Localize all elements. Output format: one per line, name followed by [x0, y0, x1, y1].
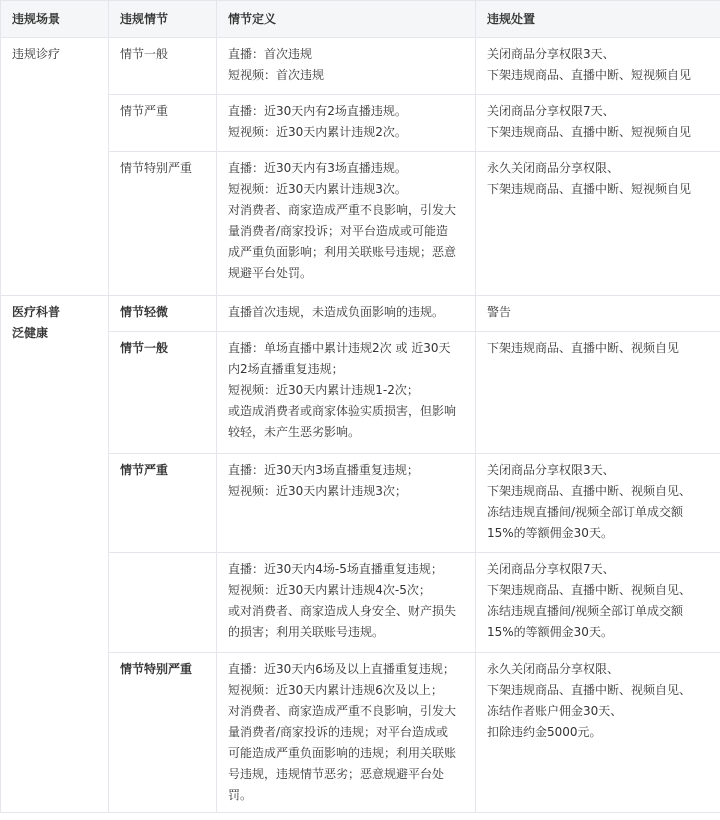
cell-line: 直播首次违规，未造成负面影响的违规。: [228, 305, 445, 319]
cell-line: 规避平台处罚。: [228, 266, 313, 280]
scenario-cell: [1, 296, 109, 813]
cell-line: 对消费者、商家造成严重不良影响，引发大: [228, 203, 457, 217]
cell-line: 量消费者/商家投诉的违规；对平台造成或: [228, 725, 449, 739]
disposal-cell: [476, 296, 720, 332]
cell-line: 直播：近30天内4场-5场直播重复违规；: [228, 562, 443, 576]
disposal-cell: [476, 332, 720, 454]
cell-line: 下架违规商品、直播中断、视频自见、: [487, 583, 692, 597]
cell-line: 短视频：近30天内累计违规3次。: [228, 182, 407, 196]
cell-line: 直播：近30天内3场直播重复违规；: [228, 463, 419, 477]
cell-line: 下架违规商品、直播中断、视频自见: [487, 341, 680, 355]
cell-line: 扣除违约金5000元。: [487, 725, 602, 739]
cell-line: 冻结违规直播间/视频全部订单成交额: [487, 505, 684, 519]
cell-line: 下架违规商品、直播中断、短视频自见: [487, 68, 692, 82]
level-cell: 情节严重: [109, 454, 217, 553]
header-definition: 情节定义: [217, 1, 476, 38]
header-disposal: 违规处置: [476, 1, 720, 38]
cell-line: 泛健康: [12, 326, 49, 340]
cell-line: 违规诊疗: [12, 47, 61, 61]
cell-line: 冻结违规直播间/视频全部订单成交额: [487, 604, 684, 618]
level-cell: 情节轻微: [109, 296, 217, 332]
cell-line: 关闭商品分享权限7天、: [487, 104, 615, 118]
cell-line: 直播：首次违规: [228, 47, 313, 61]
header-row: [1, 1, 720, 38]
cell-line: 成严重负面影响；利用关联账号违规；恶意: [228, 245, 457, 259]
cell-line: 的损害；利用关联账号违规。: [228, 625, 385, 639]
cell-line: 对消费者、商家造成严重不良影响，引发大: [228, 704, 457, 718]
cell-line: 短视频：近30天内累计违规2次。: [228, 125, 407, 139]
cell-line: 量消费者/商家投诉；对平台造成或可能造: [228, 224, 449, 238]
level-cell: 情节一般: [109, 38, 217, 95]
cell-line: 永久关闭商品分享权限、: [487, 161, 620, 175]
scenario-cell: [1, 38, 109, 296]
table-row: [1, 152, 720, 296]
table-row: [1, 553, 720, 653]
table-row: [1, 296, 720, 332]
cell-line: 短视频：近30天内累计违规1-2次；: [228, 383, 419, 397]
cell-line: 短视频：近30天内累计违规3次；: [228, 484, 407, 498]
disposal-cell: [476, 553, 720, 653]
cell-line: 较轻，未产生恶劣影响。: [228, 425, 361, 439]
cell-line: 直播：近30天内6场及以上直播重复违规；: [228, 662, 455, 676]
definition-cell: [217, 95, 476, 152]
cell-line: 关闭商品分享权限7天、: [487, 562, 615, 576]
cell-line: 内2场直播重复违规；: [228, 362, 344, 376]
definition-cell: [217, 296, 476, 332]
cell-line: 或对消费者、商家造成人身安全、财产损失: [228, 604, 457, 618]
cell-line: 可能造成严重负面影响的违规；利用关联账: [228, 746, 457, 760]
level-cell: 情节特别严重: [109, 152, 217, 296]
disposal-cell: [476, 454, 720, 553]
level-cell: [109, 553, 217, 653]
header-scenario: 违规场景: [1, 1, 109, 38]
definition-cell: [217, 38, 476, 95]
cell-line: 直播：近30天内有2场直播违规。: [228, 104, 407, 118]
cell-line: 永久关闭商品分享权限、: [487, 662, 620, 676]
table-row: [1, 454, 720, 553]
disposal-cell: [476, 95, 720, 152]
cell-line: 医疗科普: [12, 305, 61, 319]
definition-cell: [217, 332, 476, 454]
cell-line: 罚。: [228, 788, 253, 802]
definition-cell: [217, 653, 476, 813]
disposal-cell: [476, 38, 720, 95]
definition-cell: [217, 454, 476, 553]
table-row: [1, 653, 720, 813]
level-cell: 情节严重: [109, 95, 217, 152]
cell-line: 关闭商品分享权限3天、: [487, 463, 615, 477]
cell-line: 直播：单场直播中累计违规2次 或 近30天: [228, 341, 451, 355]
header-level: 违规情节: [109, 1, 217, 38]
level-cell: 情节特别严重: [109, 653, 217, 813]
cell-line: 号违规，违规情节恶劣；恶意规避平台处: [228, 767, 445, 781]
cell-line: 关闭商品分享权限3天、: [487, 47, 615, 61]
cell-line: 短视频：近30天内累计违规4次-5次；: [228, 583, 431, 597]
cell-line: 下架违规商品、直播中断、视频自见、: [487, 683, 692, 697]
table-row: [1, 38, 720, 95]
table-row: [1, 332, 720, 454]
cell-line: 警告: [487, 305, 512, 319]
cell-line: 短视频：首次违规: [228, 68, 325, 82]
cell-line: 下架违规商品、直播中断、短视频自见: [487, 125, 692, 139]
table-row: [1, 95, 720, 152]
cell-line: 或造成消费者或商家体验实质损害，但影响: [228, 404, 457, 418]
definition-cell: [217, 553, 476, 653]
cell-line: 下架违规商品、直播中断、视频自见、: [487, 484, 692, 498]
cell-line: 15%的等额佣金30天。: [487, 526, 613, 540]
level-cell: 情节一般: [109, 332, 217, 454]
cell-line: 15%的等额佣金30天。: [487, 625, 613, 639]
definition-cell: [217, 152, 476, 296]
disposal-cell: [476, 152, 720, 296]
cell-line: 冻结作者账户佣金30天、: [487, 704, 623, 718]
cell-line: 直播：近30天内有3场直播违规。: [228, 161, 407, 175]
cell-line: 短视频：近30天内累计违规6次及以上；: [228, 683, 443, 697]
disposal-cell: [476, 653, 720, 813]
cell-line: 下架违规商品、直播中断、短视频自见: [487, 182, 692, 196]
